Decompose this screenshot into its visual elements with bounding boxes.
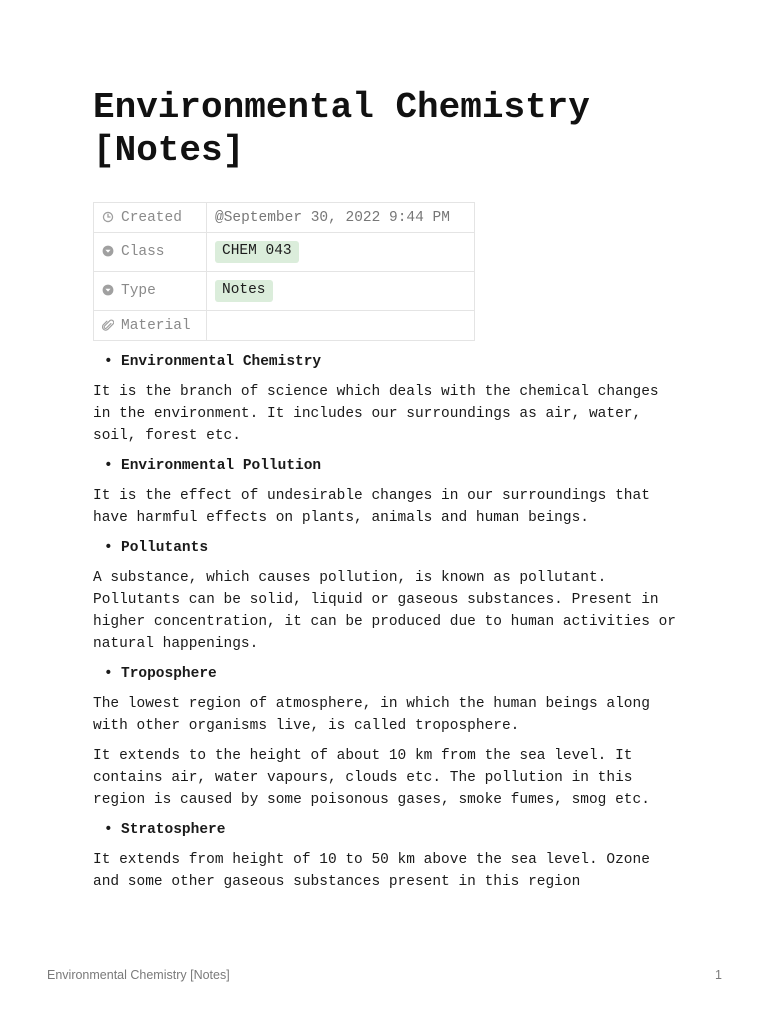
property-key <box>94 311 207 341</box>
page-footer <box>47 968 722 982</box>
bullet-heading <box>93 663 678 685</box>
paragraph: It extends from height of 10 to 50 km above the sea level. Ozone and some other gaseous substances present in this region <box>93 852 650 890</box>
property-key-label: Material <box>121 317 191 334</box>
bullet-heading <box>93 351 678 373</box>
paperclip-icon <box>102 319 114 331</box>
bullet-heading <box>93 455 678 477</box>
bullet-dot: • <box>104 458 113 474</box>
properties-table <box>93 202 475 341</box>
property-value-material[interactable] <box>207 311 475 341</box>
bullet-heading <box>93 537 678 559</box>
bullet-dot: • <box>104 822 113 838</box>
property-key-label: Created <box>121 209 182 226</box>
property-row-class <box>94 233 475 272</box>
bullet-heading-text: Environmental Chemistry <box>121 354 322 370</box>
page-title: Environmental Chemistry [Notes] <box>93 87 590 171</box>
type-tag[interactable]: Notes <box>215 280 273 302</box>
paragraph: It extends to the height of about 10 km from the sea level. It contains air, water vapours, clouds etc. The pollution in this region is caused by some poisonous gases, smoke fumes, smog etc. <box>93 748 650 808</box>
paragraph: A substance, which causes pollution, is known as pollutant. Pollutants can be solid, liquid or gaseous substances. Present in higher concentration, it can be produced due to human activities or natural happenings. <box>93 570 676 652</box>
property-row-type <box>94 272 475 311</box>
document-page <box>93 86 678 901</box>
bullet-heading-text: Troposphere <box>121 666 217 682</box>
select-icon <box>102 245 114 257</box>
class-tag[interactable]: CHEM 043 <box>215 241 299 263</box>
notes-content <box>93 351 678 893</box>
bullet-heading-text: Pollutants <box>121 540 209 556</box>
property-value-type[interactable] <box>207 272 475 311</box>
bullet-dot: • <box>104 354 113 370</box>
clock-icon <box>102 211 114 223</box>
property-key <box>94 233 207 272</box>
property-key-label: Type <box>121 283 156 299</box>
property-value-created[interactable]: @September 30, 2022 9:44 PM <box>207 203 475 233</box>
footer-page-number: 1 <box>715 968 722 982</box>
bullet-dot: • <box>104 540 113 556</box>
property-key <box>94 272 207 311</box>
paragraph: It is the branch of science which deals with the chemical changes in the environment. It includes our surroundings as air, water, soil, forest etc. <box>93 384 659 444</box>
bullet-heading-text: Environmental Pollution <box>121 458 322 474</box>
paragraph: It is the effect of undesirable changes in our surroundings that have harmful effects on plants, animals and human beings. <box>93 488 650 526</box>
property-row-material <box>94 311 475 341</box>
property-key-label: Class <box>121 244 165 260</box>
property-row-created <box>94 203 475 233</box>
bullet-dot: • <box>104 666 113 682</box>
paragraph: The lowest region of atmosphere, in which the human beings along with other organisms live, is called troposphere. <box>93 696 650 734</box>
bullet-heading <box>93 819 678 841</box>
footer-title: Environmental Chemistry [Notes] <box>47 968 230 982</box>
property-value-class[interactable] <box>207 233 475 272</box>
bullet-heading-text: Stratosphere <box>121 822 226 838</box>
select-icon <box>102 284 114 296</box>
property-key <box>94 203 207 233</box>
